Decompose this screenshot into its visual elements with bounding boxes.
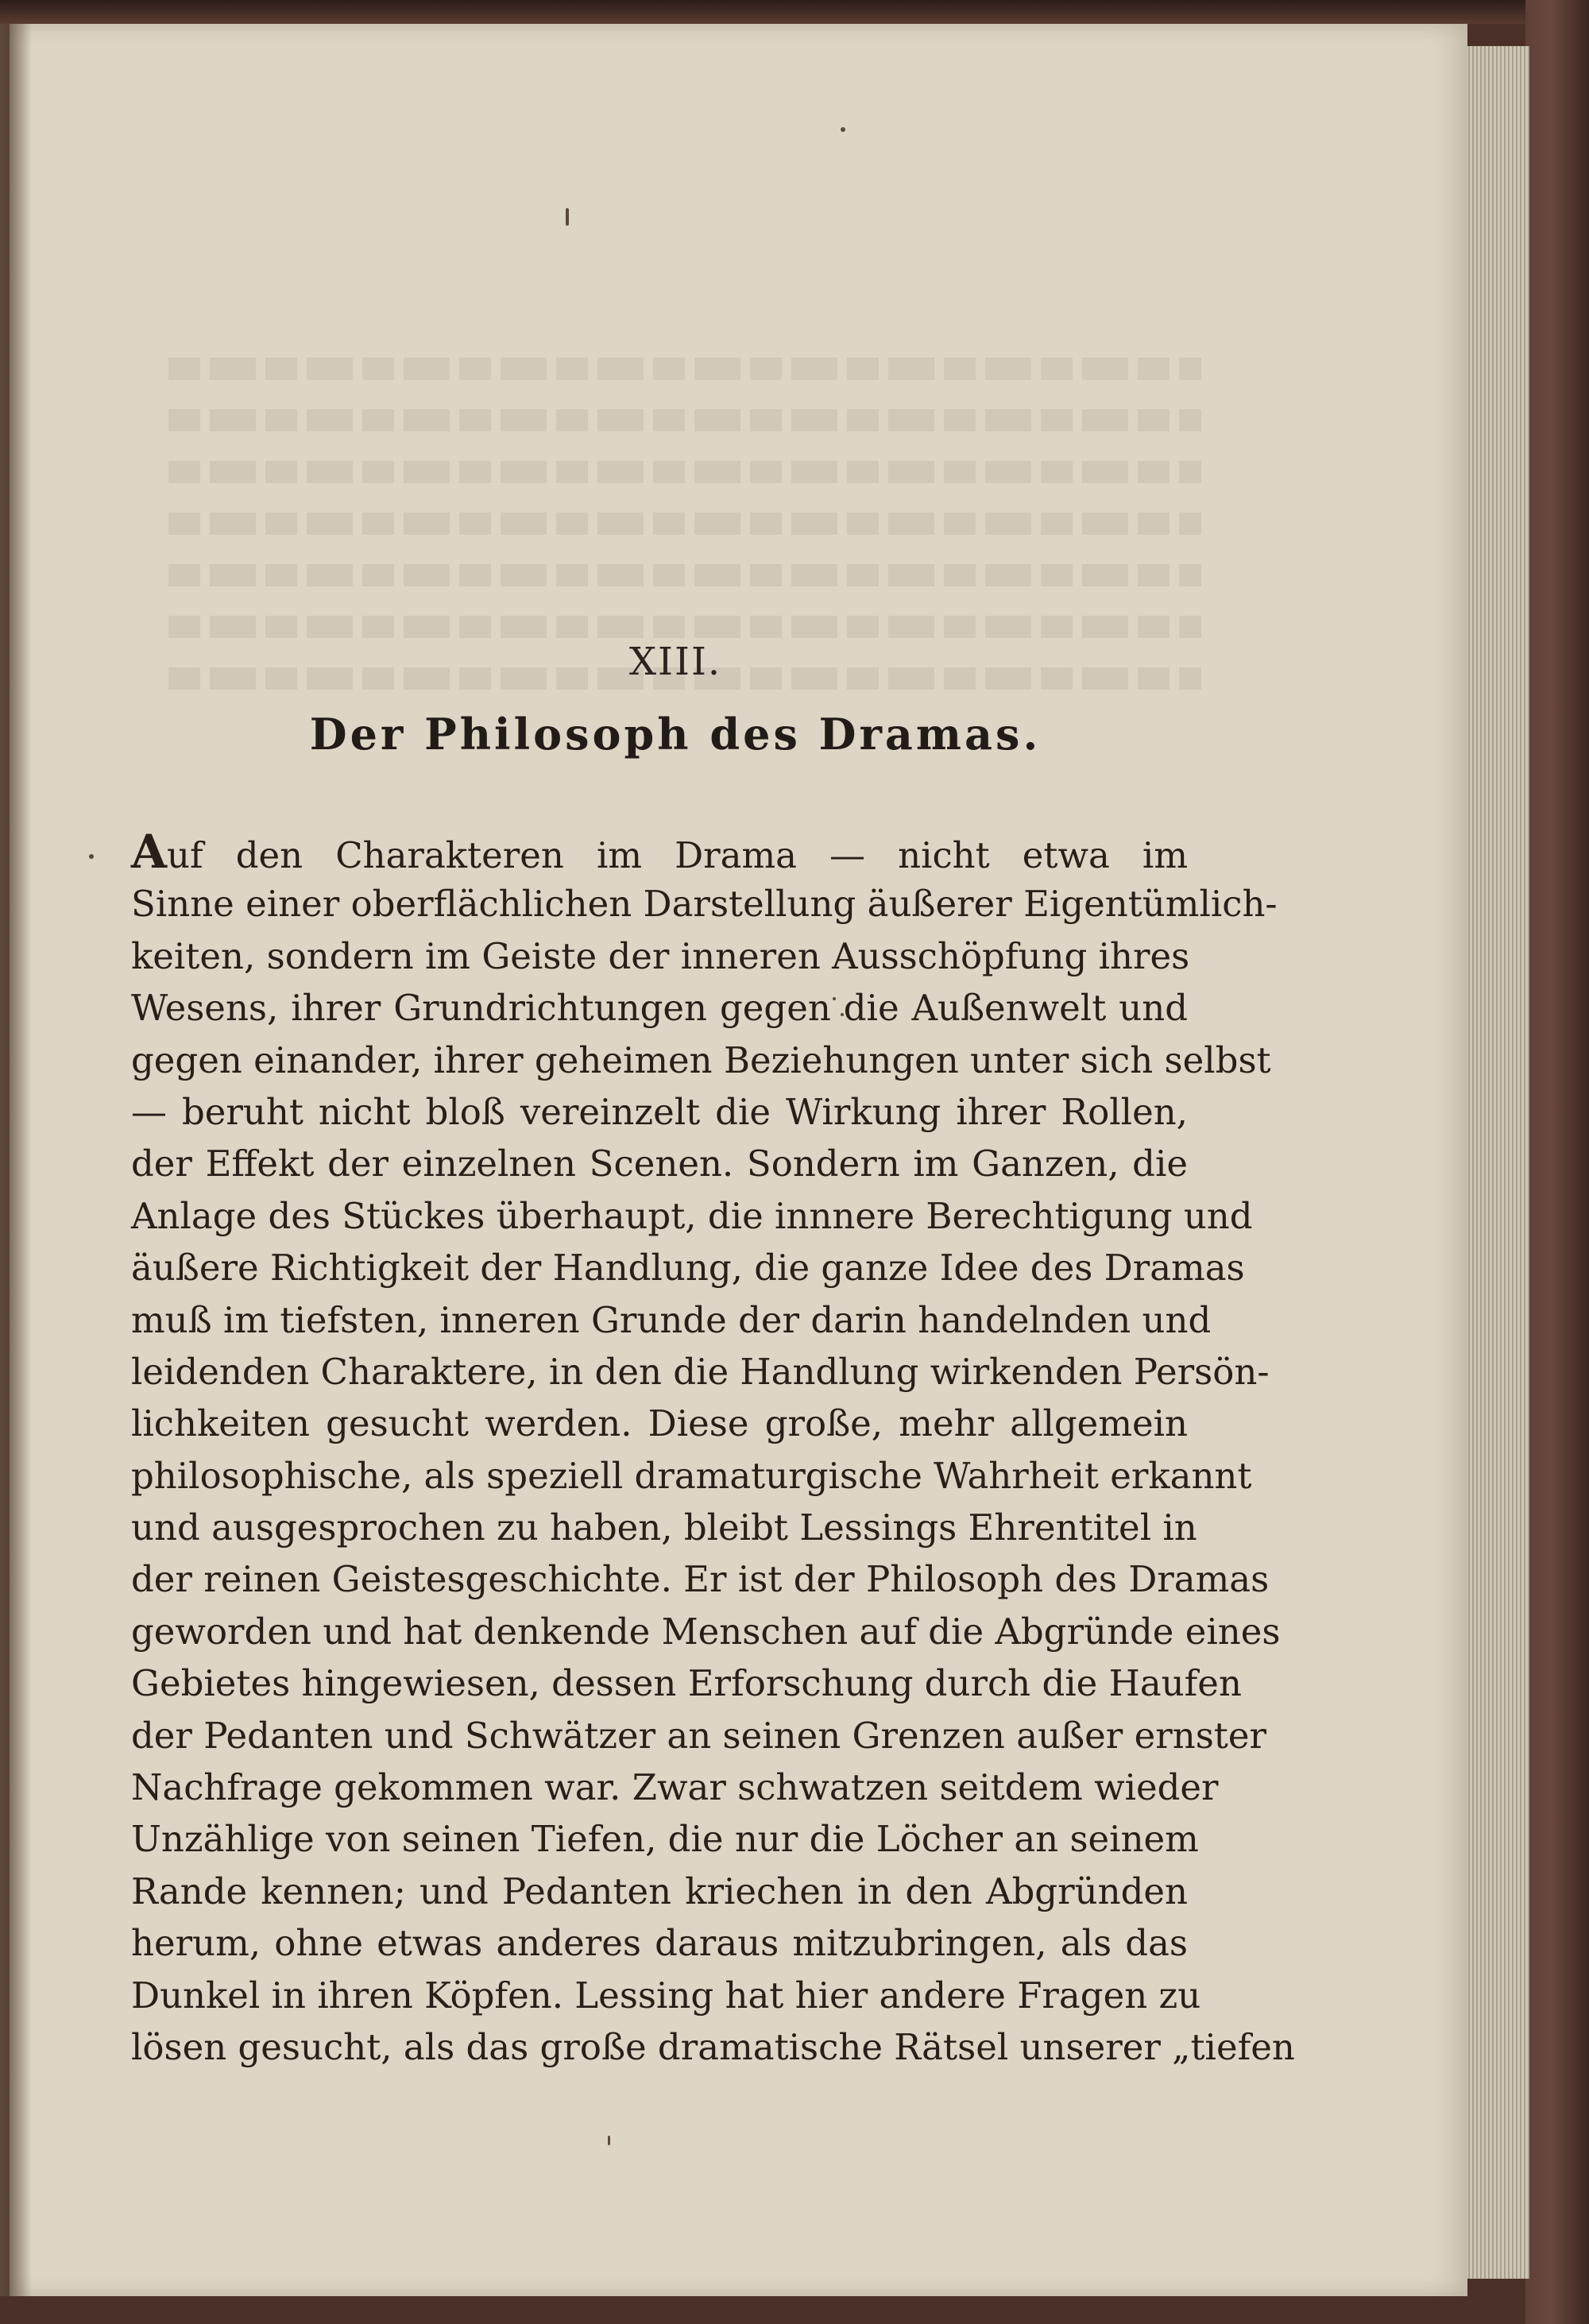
- page-speck: [841, 127, 845, 132]
- text-line: leidenden Charaktere, in den die Handlung wirkenden Persön-: [131, 1350, 1270, 1393]
- text-line: Rande kennen; und Pedanten kriechen in den Abgründen: [131, 1870, 1188, 1912]
- text-line: der Pedanten und Schwätzer an seinen Grenzen außer ernster: [131, 1714, 1267, 1757]
- text-line: muß im tiefsten, inneren Grunde der darin handelnden und: [131, 1298, 1212, 1341]
- text-line: Anlage des Stückes überhaupt, die innnere Berechtigung und: [131, 1194, 1253, 1237]
- chapter-title: Der Philosoph des Dramas.: [309, 709, 1042, 760]
- text-line: herum, ohne etwas anderes daraus mitzubringen, als das: [131, 1922, 1188, 1965]
- text-line: gegen einander, ihrer geheimen Beziehungen unter sich selbst: [131, 1038, 1271, 1081]
- text-line: der reinen Geistesgeschichte. Er ist der Philosoph des Dramas: [131, 1558, 1270, 1601]
- page-block-edges: [1458, 46, 1529, 2279]
- page-speck: [608, 2136, 610, 2145]
- text-line: — beruht nicht bloß vereinzelt die Wirkung ihrer Rollen,: [131, 1090, 1188, 1133]
- text-line: äußere Richtigkeit der Handlung, die ganze Idee des Dramas: [131, 1247, 1245, 1290]
- text-line: Dunkel in ihren Köpfen. Lessing hat hier andere Fragen zu: [131, 1974, 1201, 2017]
- text-line: und ausgesprochen zu haben, bleibt Lessings Ehrentitel in: [131, 1506, 1197, 1549]
- text-line: keiten, sondern im Geiste der inneren Ausschöpfung ihres: [131, 934, 1190, 977]
- text-line: lösen gesucht, als das große dramatische Rätsel unserer „tiefen: [131, 2025, 1295, 2068]
- gutter-shadow: [0, 24, 32, 2296]
- text-line: Sinne einer oberflächlichen Darstellung äußerer Eigentümlich-: [131, 883, 1278, 926]
- text-line: der Effekt der einzelnen Scenen. Sondern im Ganzen, die: [131, 1143, 1188, 1185]
- page-speck: [89, 854, 94, 859]
- drop-cap: A: [131, 825, 168, 879]
- text-line: Nachfrage gekommen war. Zwar schwatzen seitdem wieder: [131, 1766, 1219, 1809]
- book-cover-top-edge: [0, 0, 1589, 24]
- text-line: Wesens, ihrer Grundrichtungen gegen die Außenwelt und: [131, 987, 1188, 1030]
- chapter-number: XIII.: [628, 640, 722, 684]
- book-cover-right-edge: [1525, 0, 1589, 2324]
- text-line: philosophische, als speziell dramaturgische Wahrheit erkannt: [131, 1454, 1252, 1497]
- body-text: [131, 825, 1295, 2073]
- text-line: Gebietes hingewiesen, dessen Erforschung durch die Haufen: [131, 1662, 1242, 1705]
- text-line: geworden und hat denkende Menschen auf die Abgründe eines: [131, 1610, 1281, 1653]
- text-line: lichkeiten gesucht werden. Diese große, mehr allgemein: [131, 1402, 1188, 1445]
- text-line: Auf den Charakteren im Drama — nicht etwa im: [131, 825, 1188, 879]
- page-blemish: [566, 208, 569, 226]
- text-line: Unzählige von seinen Tiefen, die nur die Löcher an seinem: [131, 1818, 1199, 1861]
